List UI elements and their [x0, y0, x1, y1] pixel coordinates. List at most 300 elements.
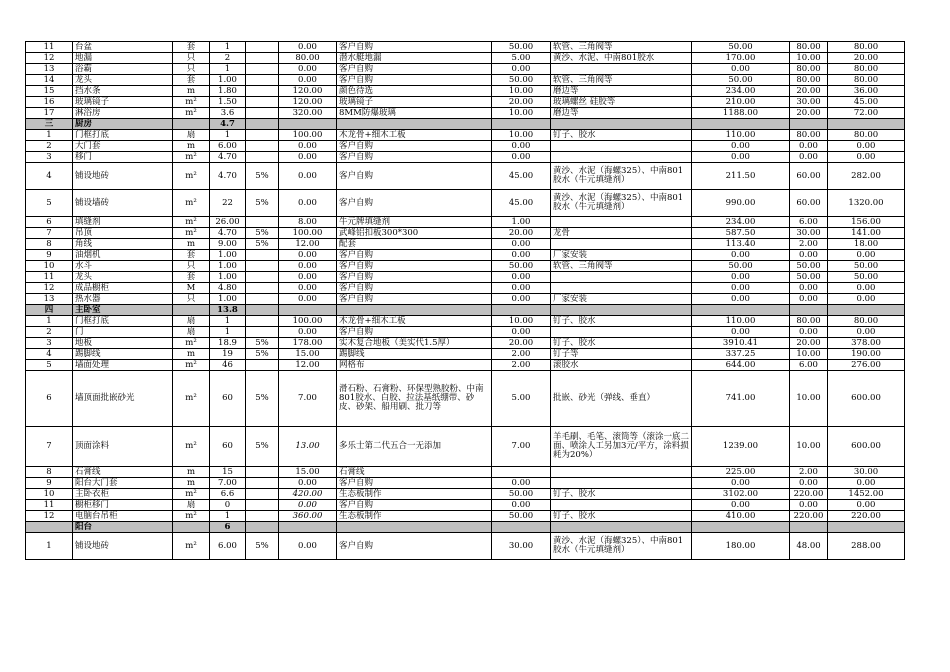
item-material-price: 100.00	[279, 130, 337, 141]
item-name: 水斗	[73, 261, 173, 272]
item-name: 浴霸	[73, 64, 173, 75]
table-row	[26, 152, 905, 163]
item-name: 挡水条	[73, 86, 173, 97]
item-material-price: 320.00	[279, 108, 337, 119]
item-aux-desc	[551, 217, 692, 228]
item-quantity: 22	[210, 190, 246, 217]
item-unit: m²	[173, 217, 210, 228]
item-aux-price: 10.00	[492, 86, 551, 97]
item-material-desc: 客户自购	[337, 327, 492, 338]
item-labor-price: 2.00	[790, 467, 828, 478]
item-unit: 只	[173, 53, 210, 64]
item-loss-rate	[246, 141, 279, 152]
item-aux-price	[492, 119, 551, 130]
item-aux-desc: 软管、三角阀等	[551, 75, 692, 86]
item-loss-rate	[246, 250, 279, 261]
item-name: 铺设墙砖	[73, 190, 173, 217]
item-unit: 扇	[173, 316, 210, 327]
item-aux-desc	[551, 152, 692, 163]
item-loss-rate: 5%	[246, 533, 279, 560]
item-material-price: 0.00	[279, 163, 337, 190]
item-aux-price: 50.00	[492, 261, 551, 272]
item-loss-rate: 5%	[246, 163, 279, 190]
table-row	[26, 294, 905, 305]
item-labor-total: 80.00	[828, 130, 905, 141]
item-aux-price: 0.00	[492, 64, 551, 75]
quote-table-body	[26, 42, 905, 560]
item-material-desc	[337, 119, 492, 130]
item-aux-price	[492, 305, 551, 316]
item-aux-price: 10.00	[492, 130, 551, 141]
table-row	[26, 478, 905, 489]
item-number: 4	[26, 163, 73, 190]
item-aux-desc	[551, 478, 692, 489]
item-material-price	[279, 522, 337, 533]
table-row	[26, 360, 905, 371]
item-aux-desc: 软管、三角阀等	[551, 261, 692, 272]
item-material-total: 0.00	[692, 294, 790, 305]
item-aux-desc: 钉子、胶水	[551, 130, 692, 141]
item-labor-price: 6.00	[790, 360, 828, 371]
item-quantity: 1.00	[210, 75, 246, 86]
item-name: 门框打底	[73, 130, 173, 141]
table-row	[26, 511, 905, 522]
item-unit: 套	[173, 75, 210, 86]
item-unit: 只	[173, 294, 210, 305]
table-row	[26, 427, 905, 467]
item-material-price: 15.00	[279, 349, 337, 360]
item-aux-price: 20.00	[492, 97, 551, 108]
item-name: 吊顶	[73, 228, 173, 239]
item-aux-price: 50.00	[492, 42, 551, 53]
item-labor-price: 0.00	[790, 283, 828, 294]
quote-sheet	[25, 41, 905, 560]
item-quantity: 1.50	[210, 97, 246, 108]
item-loss-rate	[246, 53, 279, 64]
item-unit: m²	[173, 533, 210, 560]
item-number: 7	[26, 228, 73, 239]
item-aux-desc	[551, 500, 692, 511]
item-labor-total: 0.00	[828, 478, 905, 489]
item-labor-total: 600.00	[828, 371, 905, 427]
item-material-total: 50.00	[692, 75, 790, 86]
item-material-price: 0.00	[279, 42, 337, 53]
item-labor-total: 36.00	[828, 86, 905, 97]
item-aux-price	[492, 522, 551, 533]
item-name: 铺设地砖	[73, 533, 173, 560]
item-labor-total: 80.00	[828, 75, 905, 86]
item-number: 11	[26, 500, 73, 511]
item-number: 15	[26, 86, 73, 97]
item-aux-desc	[551, 141, 692, 152]
item-labor-price: 10.00	[790, 371, 828, 427]
item-labor-total: 50.00	[828, 272, 905, 283]
item-material-total: 3102.00	[692, 489, 790, 500]
item-name: 主卧室	[73, 305, 173, 316]
item-aux-desc: 滚胶水	[551, 360, 692, 371]
item-aux-desc: 黄沙、水泥（海螺325）、中南801胶水（牛元填缝剂）	[551, 163, 692, 190]
item-name: 移门	[73, 152, 173, 163]
item-material-desc: 客户自购	[337, 478, 492, 489]
item-aux-price: 2.00	[492, 360, 551, 371]
table-row	[26, 64, 905, 75]
item-aux-price: 0.00	[492, 152, 551, 163]
item-material-price: 15.00	[279, 467, 337, 478]
item-material-desc: 牛元牌填缝剂	[337, 217, 492, 228]
item-number: 1	[26, 533, 73, 560]
item-material-price: 0.00	[279, 152, 337, 163]
table-row	[26, 190, 905, 217]
item-loss-rate	[246, 64, 279, 75]
item-name: 墙面处理	[73, 360, 173, 371]
item-aux-price: 50.00	[492, 75, 551, 86]
table-row	[26, 108, 905, 119]
item-unit: m	[173, 239, 210, 250]
item-name: 热水器	[73, 294, 173, 305]
item-quantity: 1.00	[210, 261, 246, 272]
item-material-desc: 木龙骨+细木工板	[337, 130, 492, 141]
section-row	[26, 305, 905, 316]
item-aux-desc: 黄沙、水泥、中南801胶水	[551, 53, 692, 64]
item-number: 1	[26, 130, 73, 141]
item-number: 10	[26, 261, 73, 272]
item-aux-desc	[551, 522, 692, 533]
item-aux-price	[492, 467, 551, 478]
item-material-desc: 客户自购	[337, 64, 492, 75]
item-number: 17	[26, 108, 73, 119]
item-unit: m²	[173, 427, 210, 467]
item-material-desc	[337, 522, 492, 533]
item-number: 6	[26, 371, 73, 427]
item-labor-total: 282.00	[828, 163, 905, 190]
item-labor-total: 72.00	[828, 108, 905, 119]
item-loss-rate	[246, 97, 279, 108]
item-material-desc: 客户自购	[337, 533, 492, 560]
item-material-price: 0.00	[279, 272, 337, 283]
item-labor-total: 45.00	[828, 97, 905, 108]
item-labor-price	[790, 305, 828, 316]
item-quantity: 46	[210, 360, 246, 371]
item-material-desc: 生态板制作	[337, 489, 492, 500]
item-name: 淋浴房	[73, 108, 173, 119]
item-aux-price: 20.00	[492, 338, 551, 349]
item-unit: m²	[173, 163, 210, 190]
item-material-total	[692, 522, 790, 533]
item-number: 8	[26, 467, 73, 478]
item-aux-desc: 钉子、胶水	[551, 511, 692, 522]
item-material-desc	[337, 305, 492, 316]
item-labor-price: 220.00	[790, 489, 828, 500]
item-name: 厨房	[73, 119, 173, 130]
item-number: 9	[26, 478, 73, 489]
item-aux-price: 0.00	[492, 141, 551, 152]
item-unit: m	[173, 86, 210, 97]
item-material-total: 0.00	[692, 152, 790, 163]
item-material-price: 0.00	[279, 283, 337, 294]
item-quantity: 60	[210, 427, 246, 467]
item-aux-desc: 羊毛刷、毛笔、滚筒等（滚涂一底二面、喷涂人工另加3元/平方，涂料损耗为20%）	[551, 427, 692, 467]
item-material-desc: 实木复合地板（美实代1.5厚）	[337, 338, 492, 349]
item-material-price: 80.00	[279, 53, 337, 64]
item-aux-desc: 玻璃螺丝 硅胶等	[551, 97, 692, 108]
item-name: 成品橱柜	[73, 283, 173, 294]
item-unit: m	[173, 467, 210, 478]
item-unit: 套	[173, 42, 210, 53]
item-material-total: 0.00	[692, 478, 790, 489]
item-material-price: 8.00	[279, 217, 337, 228]
item-loss-rate	[246, 467, 279, 478]
item-aux-price: 2.00	[492, 349, 551, 360]
item-labor-total: 141.00	[828, 228, 905, 239]
item-unit: m²	[173, 371, 210, 427]
table-row	[26, 261, 905, 272]
item-aux-desc	[551, 305, 692, 316]
item-material-desc: 客户自购	[337, 42, 492, 53]
item-quantity: 15	[210, 467, 246, 478]
item-aux-desc: 磨边等	[551, 86, 692, 97]
table-row	[26, 338, 905, 349]
item-loss-rate: 5%	[246, 228, 279, 239]
item-name: 阳台大门套	[73, 478, 173, 489]
item-material-total: 0.00	[692, 283, 790, 294]
item-number: 5	[26, 360, 73, 371]
item-aux-price: 0.00	[492, 327, 551, 338]
item-material-desc: 生态板制作	[337, 511, 492, 522]
item-labor-price: 80.00	[790, 130, 828, 141]
item-material-price: 120.00	[279, 86, 337, 97]
item-labor-total: 80.00	[828, 64, 905, 75]
item-aux-desc: 钉子、胶水	[551, 338, 692, 349]
item-labor-price: 80.00	[790, 42, 828, 53]
item-loss-rate	[246, 360, 279, 371]
item-labor-price: 48.00	[790, 533, 828, 560]
item-name: 台盆	[73, 42, 173, 53]
item-aux-desc: 软管、三角阀等	[551, 42, 692, 53]
item-labor-total: 276.00	[828, 360, 905, 371]
item-labor-total: 378.00	[828, 338, 905, 349]
item-name: 玻璃镜子	[73, 97, 173, 108]
table-row	[26, 316, 905, 327]
table-row	[26, 349, 905, 360]
item-labor-total: 0.00	[828, 294, 905, 305]
item-number: 10	[26, 489, 73, 500]
item-labor-total: 220.00	[828, 511, 905, 522]
item-labor-price: 30.00	[790, 97, 828, 108]
section-row	[26, 119, 905, 130]
item-aux-price: 10.00	[492, 316, 551, 327]
item-quantity: 6	[210, 522, 246, 533]
item-quantity: 9.00	[210, 239, 246, 250]
table-row	[26, 141, 905, 152]
item-number: 9	[26, 250, 73, 261]
item-labor-price: 0.00	[790, 141, 828, 152]
item-quantity: 7.00	[210, 478, 246, 489]
section-row	[26, 522, 905, 533]
item-aux-price: 0.00	[492, 283, 551, 294]
item-loss-rate	[246, 316, 279, 327]
item-number: 6	[26, 217, 73, 228]
item-labor-price: 220.00	[790, 511, 828, 522]
item-material-price: 360.00	[279, 511, 337, 522]
table-row	[26, 42, 905, 53]
item-material-total: 741.00	[692, 371, 790, 427]
item-aux-desc: 钉子等	[551, 349, 692, 360]
item-material-desc: 客户自购	[337, 163, 492, 190]
table-row	[26, 250, 905, 261]
item-number: 四	[26, 305, 73, 316]
item-material-desc: 踢脚线	[337, 349, 492, 360]
item-name: 橱柜移门	[73, 500, 173, 511]
item-quantity: 18.9	[210, 338, 246, 349]
item-aux-desc	[551, 239, 692, 250]
item-loss-rate	[246, 522, 279, 533]
item-material-price: 0.00	[279, 64, 337, 75]
table-row	[26, 217, 905, 228]
item-name: 填缝剂	[73, 217, 173, 228]
item-quantity: 1.80	[210, 86, 246, 97]
item-labor-total: 20.00	[828, 53, 905, 64]
item-name: 阳台	[73, 522, 173, 533]
item-material-desc: 客户自购	[337, 283, 492, 294]
item-number: 5	[26, 190, 73, 217]
item-labor-price: 30.00	[790, 228, 828, 239]
item-material-desc: 客户自购	[337, 294, 492, 305]
item-number: 12	[26, 53, 73, 64]
item-loss-rate: 5%	[246, 371, 279, 427]
item-number: 12	[26, 511, 73, 522]
item-aux-price: 7.00	[492, 427, 551, 467]
item-unit: 扇	[173, 500, 210, 511]
table-row	[26, 327, 905, 338]
item-unit: m²	[173, 108, 210, 119]
item-material-desc: 8MM防爆玻璃	[337, 108, 492, 119]
item-labor-price: 0.00	[790, 152, 828, 163]
item-material-price: 0.00	[279, 327, 337, 338]
item-material-total: 3910.41	[692, 338, 790, 349]
item-material-desc: 颜色待选	[337, 86, 492, 97]
item-unit: m²	[173, 228, 210, 239]
item-quantity: 1.00	[210, 250, 246, 261]
item-number: 4	[26, 349, 73, 360]
item-material-total: 234.00	[692, 217, 790, 228]
item-aux-price: 5.00	[492, 53, 551, 64]
item-quantity: 4.70	[210, 228, 246, 239]
item-material-total: 337.25	[692, 349, 790, 360]
item-loss-rate: 5%	[246, 190, 279, 217]
item-material-total: 170.00	[692, 53, 790, 64]
item-material-price: 12.00	[279, 239, 337, 250]
table-row	[26, 239, 905, 250]
item-material-price: 0.00	[279, 533, 337, 560]
item-unit: m²	[173, 360, 210, 371]
item-material-price: 420.00	[279, 489, 337, 500]
item-labor-price: 50.00	[790, 272, 828, 283]
item-quantity: 1	[210, 327, 246, 338]
item-material-desc: 玻璃镜子	[337, 97, 492, 108]
item-quantity: 6.00	[210, 533, 246, 560]
item-name: 踢脚线	[73, 349, 173, 360]
item-material-total: 0.00	[692, 500, 790, 511]
item-quantity: 1	[210, 64, 246, 75]
item-aux-desc	[551, 283, 692, 294]
item-number: 13	[26, 64, 73, 75]
item-material-desc: 客户自购	[337, 261, 492, 272]
item-unit: 套	[173, 272, 210, 283]
item-quantity: 26.00	[210, 217, 246, 228]
item-labor-total: 288.00	[828, 533, 905, 560]
item-name: 门	[73, 327, 173, 338]
table-row	[26, 228, 905, 239]
item-name: 龙头	[73, 75, 173, 86]
item-material-price: 12.00	[279, 360, 337, 371]
item-loss-rate: 5%	[246, 239, 279, 250]
item-quantity: 6.6	[210, 489, 246, 500]
item-labor-price: 0.00	[790, 250, 828, 261]
item-quantity: 1	[210, 511, 246, 522]
quote-table	[25, 41, 905, 560]
item-material-total: 110.00	[692, 316, 790, 327]
item-labor-price: 60.00	[790, 163, 828, 190]
item-aux-price: 0.00	[492, 478, 551, 489]
item-material-price: 0.00	[279, 190, 337, 217]
item-material-total	[692, 305, 790, 316]
item-loss-rate	[246, 283, 279, 294]
item-unit: 套	[173, 250, 210, 261]
item-material-desc: 木龙骨+细木工板	[337, 316, 492, 327]
item-number: 11	[26, 272, 73, 283]
item-unit: m²	[173, 97, 210, 108]
item-loss-rate: 5%	[246, 427, 279, 467]
item-quantity: 1	[210, 316, 246, 327]
item-loss-rate	[246, 86, 279, 97]
item-labor-total: 50.00	[828, 261, 905, 272]
item-loss-rate	[246, 75, 279, 86]
item-material-price: 100.00	[279, 316, 337, 327]
item-labor-total: 190.00	[828, 349, 905, 360]
item-labor-total: 18.00	[828, 239, 905, 250]
item-number: 3	[26, 338, 73, 349]
item-quantity: 6.00	[210, 141, 246, 152]
item-aux-desc	[551, 119, 692, 130]
item-loss-rate	[246, 294, 279, 305]
item-material-total	[692, 119, 790, 130]
table-row	[26, 489, 905, 500]
item-labor-total: 1320.00	[828, 190, 905, 217]
item-material-total: 50.00	[692, 42, 790, 53]
item-labor-price: 50.00	[790, 261, 828, 272]
item-material-total: 110.00	[692, 130, 790, 141]
item-loss-rate	[246, 272, 279, 283]
item-labor-total: 0.00	[828, 141, 905, 152]
item-number: 13	[26, 294, 73, 305]
item-labor-total: 156.00	[828, 217, 905, 228]
item-unit: m	[173, 349, 210, 360]
item-material-total: 1188.00	[692, 108, 790, 119]
item-quantity: 1	[210, 130, 246, 141]
item-number: 8	[26, 239, 73, 250]
item-material-price	[279, 119, 337, 130]
item-labor-price: 10.00	[790, 349, 828, 360]
item-material-price: 100.00	[279, 228, 337, 239]
item-material-price	[279, 305, 337, 316]
table-row	[26, 163, 905, 190]
item-quantity: 13.8	[210, 305, 246, 316]
item-aux-price: 50.00	[492, 511, 551, 522]
table-row	[26, 97, 905, 108]
item-loss-rate	[246, 119, 279, 130]
item-name: 大门套	[73, 141, 173, 152]
item-name: 主卧衣柜	[73, 489, 173, 500]
